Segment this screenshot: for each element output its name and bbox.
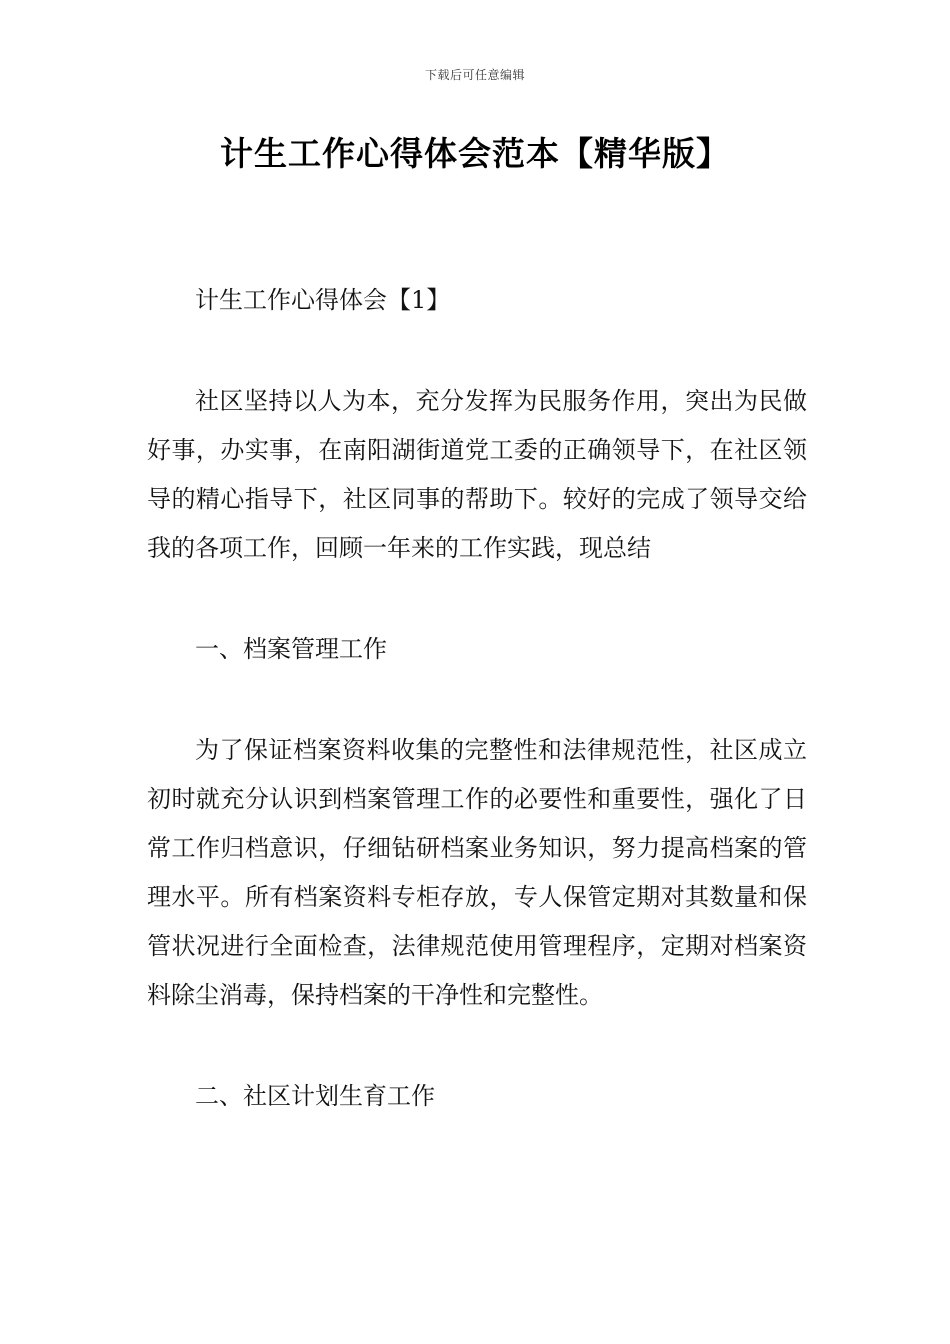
- document-body: [147, 276, 807, 1173]
- section-heading-archives: 一、档案管理工作: [195, 635, 387, 663]
- archives-paragraph: 为了保证档案资料收集的完整性和法律规范性，社区成立初时就充分认识到档案管理工作的必要性和重要性，强化了日常工作归档意识，仔细钻研档案业务知识，努力提高档案的管理水平。所有档案资料专柜存放，专人保管定期对其数量和保管状况进行全面检查，法律规范使用管理程序，定期对档案资料除尘消毒，保持档案的干净性和完整性。: [147, 736, 807, 1009]
- intro-paragraph: 社区坚持以人为本，充分发挥为民服务作用，突出为民做好事，办实事，在南阳湖街道党工委的正确领导下，在社区领导的精心指导下，社区同事的帮助下。较好的完成了领导交给我的各项工作，回顾一年来的工作实践，现总结: [147, 387, 807, 562]
- section-title: 计生工作心得体会【1】: [195, 286, 451, 314]
- section-heading-family-planning: 二、社区计划生育工作: [195, 1082, 435, 1110]
- header-note: 下载后可任意编辑: [424, 68, 525, 82]
- document-title: 计生工作心得体会范本【精华版】: [220, 134, 730, 173]
